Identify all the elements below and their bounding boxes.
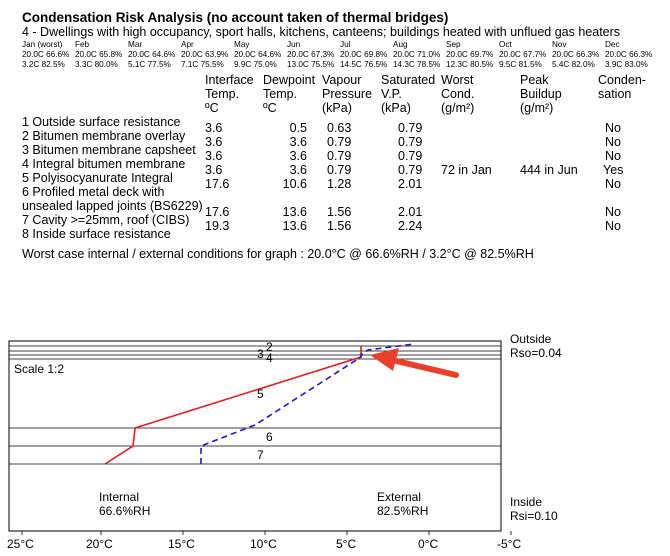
external-rh: 82.5%RH: [377, 504, 429, 518]
header-line: V.P.: [381, 87, 402, 101]
cell-vp: 0.79: [327, 135, 352, 149]
rsi-label: Rsi=0.10: [510, 509, 558, 523]
month-internal: 20.0C 64.6%: [128, 50, 176, 59]
axis-tick-label: 0°C: [418, 537, 439, 551]
axis-tick-label: 20°C: [86, 537, 113, 551]
cell-dewpoint: 13.6: [282, 205, 307, 219]
cell-temp: 19.3: [205, 219, 230, 233]
inside-label: Inside: [510, 495, 543, 509]
month-external: 9.9C 75.0%: [234, 60, 277, 69]
layer-number: 4: [266, 351, 273, 365]
axis-tick-label: 10°C: [250, 537, 277, 551]
outside-label: Outside: [510, 332, 552, 346]
month-external: 14.5C 76.5%: [340, 60, 388, 69]
layer-name: 8 Inside surface resistance: [22, 227, 171, 241]
cell-svp: 2.01: [398, 205, 423, 219]
cell-temp: 3.6: [205, 121, 223, 135]
header-line: Dewpoint: [263, 73, 316, 87]
month-internal: 20.0C 67.3%: [287, 50, 335, 59]
header-line: Cond.: [441, 87, 475, 101]
cell-svp: 2.01: [398, 177, 423, 191]
month-name: May: [234, 40, 250, 49]
layer-name: 2 Bitumen membrane overlay: [22, 129, 186, 143]
month-external: 5.1C 77.5%: [128, 60, 171, 69]
month-internal: 20.0C 66.3%: [552, 50, 600, 59]
cell-temp: 3.6: [205, 163, 223, 177]
month-name: Dec: [605, 40, 620, 49]
header-line: Conden-: [598, 73, 646, 87]
cell-condensation: Yes: [603, 163, 624, 177]
header-line: Interface: [205, 73, 254, 87]
layer-name: 3 Bitumen membrane capsheet: [22, 143, 196, 157]
layer-name: 6 Profiled metal deck with: [22, 185, 165, 199]
internal-rh: 66.6%RH: [99, 504, 151, 518]
month-internal: 20.0C 67.7%: [499, 50, 547, 59]
header-line: (kPa): [322, 101, 352, 115]
header-line: (g/m²): [520, 101, 554, 115]
cell-condensation: No: [605, 177, 621, 191]
layer-number: 6: [266, 430, 273, 444]
cell-condensation: No: [605, 121, 621, 135]
layer-number: 7: [257, 448, 264, 462]
cell-condensation: No: [605, 149, 621, 163]
cell-svp: 0.79: [398, 121, 423, 135]
month-external: 14.3C 78.5%: [393, 60, 441, 69]
cell-vp: 0.63: [327, 121, 352, 135]
report-title: Condensation Risk Analysis (no account taken of thermal bridges): [22, 10, 449, 25]
layer-number: 3: [257, 347, 264, 361]
header-line: Temp.: [263, 87, 298, 101]
cell-dewpoint: 3.6: [289, 149, 307, 163]
month-internal: 20.0C 63.9%: [181, 50, 229, 59]
month-name: Sep: [446, 40, 461, 49]
cell-dewpoint: 0.5: [289, 121, 307, 135]
axis-tick-label: 5°C: [336, 537, 357, 551]
external-label: External: [377, 490, 422, 504]
cell-dewpoint: 13.6: [282, 219, 307, 233]
header-line: Temp.: [205, 87, 240, 101]
header-line: Pressure: [322, 87, 373, 101]
layer-number: 2: [266, 340, 273, 354]
month-external: 3.2C 82.5%: [22, 60, 65, 69]
axis-tick-label: 25°C: [7, 537, 34, 551]
temperature-axis: [22, 531, 511, 535]
axis-tick-label: 15°C: [168, 537, 195, 551]
cell-vp: 1.56: [327, 205, 352, 219]
month-external: 13.0C 75.5%: [287, 60, 335, 69]
month-external: 3.3C 80.0%: [75, 60, 118, 69]
cell-dewpoint: 3.6: [289, 135, 307, 149]
month-name: Oct: [499, 40, 512, 49]
layer-number: 5: [257, 387, 264, 401]
cell-svp: 0.79: [398, 135, 423, 149]
month-internal: 20.0C 69.8%: [340, 50, 388, 59]
annotation-arrow-shaft: [392, 360, 456, 375]
cell-temp: 3.6: [205, 135, 223, 149]
cell-vp: 0.79: [327, 149, 352, 163]
cell-vp: 1.28: [327, 177, 352, 191]
internal-label: Internal: [99, 490, 140, 504]
cell-svp: 0.79: [398, 149, 423, 163]
layer-name: 7 Cavity >=25mm, roof (CIBS): [22, 213, 190, 227]
header-line: Buildup: [520, 87, 562, 101]
month-name: Jun: [287, 40, 301, 49]
header-line: Peak: [520, 73, 549, 87]
rso-label: Rso=0.04: [510, 346, 562, 360]
worst-case-conditions: Worst case internal / external conditions for graph : 20.0°C @ 66.6%RH / 3.2°C @ 82.5%RH: [22, 247, 534, 261]
month-name: Nov: [552, 40, 567, 49]
header-line: Worst: [441, 73, 474, 87]
cell-vp: 1.56: [327, 219, 352, 233]
month-external: 12.3C 80.5%: [446, 60, 494, 69]
axis-tick-label: -5°C: [497, 537, 522, 551]
cell-condensation: No: [605, 135, 621, 149]
month-internal: 20.0C 64.6%: [234, 50, 282, 59]
month-name: Jan (worst): [22, 40, 63, 49]
cell-svp: 0.79: [398, 163, 423, 177]
cell-temp: 3.6: [205, 149, 223, 163]
month-internal: 20.0C 66.3%: [605, 50, 653, 59]
annotation-arrow-icon: [370, 348, 456, 375]
month-external: 9.5C 81.5%: [499, 60, 542, 69]
month-internal: 20.0C 69.7%: [446, 50, 494, 59]
header-line: Saturated: [381, 73, 436, 87]
layer-name: 5 Polyisocyanurate Integral: [22, 171, 173, 185]
header-line: Vapour: [322, 73, 362, 87]
month-external: 7.1C 75.5%: [181, 60, 224, 69]
header-line: ºC: [263, 101, 277, 115]
layer-name: 1 Outside surface resistance: [22, 115, 181, 129]
layer-name: unsealed lapped joints (BS6229): [22, 199, 203, 213]
header-line: (g/m²): [441, 101, 475, 115]
cell-dewpoint: 3.6: [289, 163, 307, 177]
cell-peak: 444 in Jun: [520, 163, 578, 177]
month-internal: 20.0C 66.6%: [22, 50, 70, 59]
month-internal: 20.0C 71.0%: [393, 50, 441, 59]
month-external: 5.4C 82.0%: [552, 60, 595, 69]
cell-worst: 72 in Jan: [441, 163, 492, 177]
month-name: Jul: [340, 40, 351, 49]
header-line: ºC: [205, 101, 219, 115]
report-subtitle: 4 - Dwellings with high occupancy, sport halls, kitchens, canteens; buildings heated with unflued gas heaters: [22, 25, 621, 39]
annotation-arrow-head: [370, 348, 399, 371]
month-internal: 20.0C 65.8%: [75, 50, 123, 59]
scale-label: Scale 1:2: [14, 362, 65, 376]
layer-name: 4 Integral bitumen membrane: [22, 157, 186, 171]
month-external: 3.9C 83.0%: [605, 60, 648, 69]
month-name: Aug: [393, 40, 408, 49]
cell-temp: 17.6: [205, 177, 230, 191]
month-name: Feb: [75, 40, 90, 49]
header-line: (kPa): [381, 101, 411, 115]
cell-dewpoint: 10.6: [282, 177, 307, 191]
cell-temp: 17.6: [205, 205, 230, 219]
month-name: Mar: [128, 40, 143, 49]
header-line: sation: [598, 87, 632, 101]
cell-condensation: No: [605, 219, 621, 233]
month-name: Apr: [181, 40, 194, 49]
cell-svp: 2.24: [398, 219, 423, 233]
cell-vp: 0.79: [327, 163, 352, 177]
cell-condensation: No: [605, 205, 621, 219]
